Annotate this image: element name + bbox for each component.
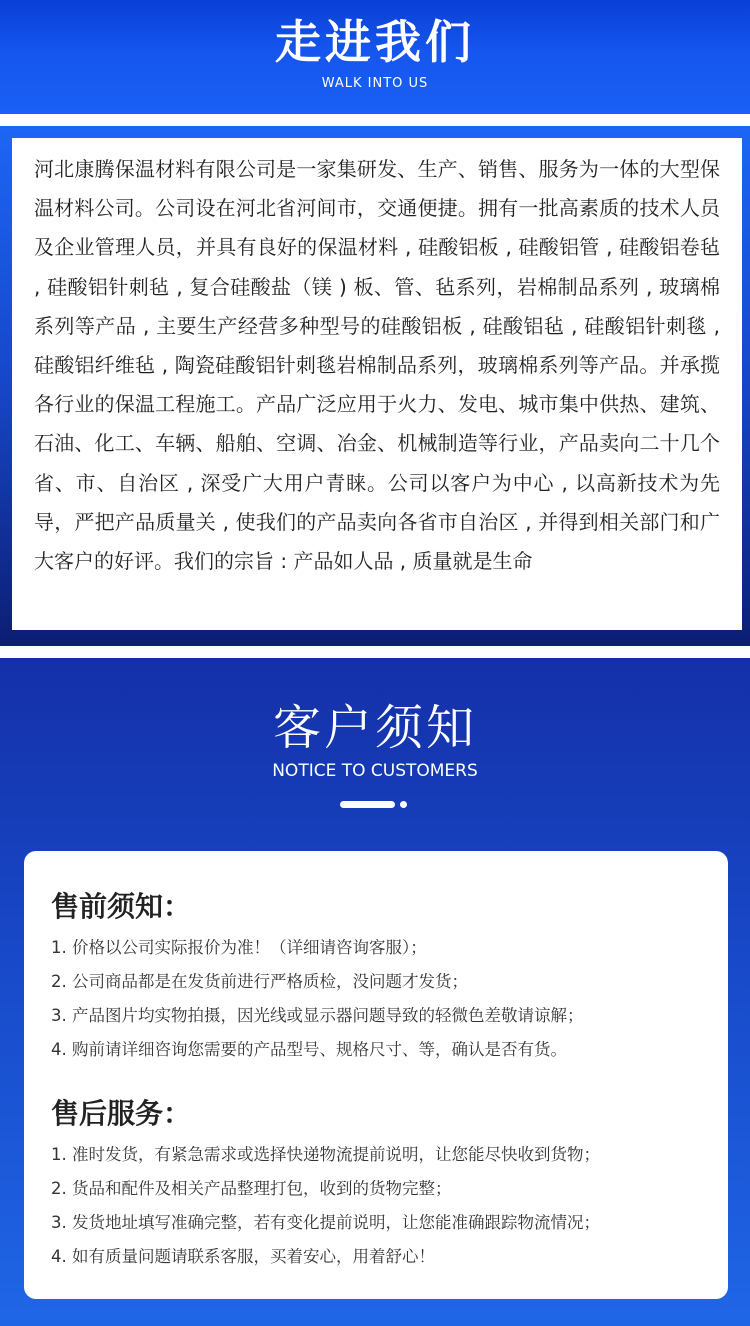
after-sale-list bbox=[51, 1138, 600, 1274]
list-item: 2. 公司商品都是在发货前进行严格质检，没问题才发货； bbox=[51, 972, 468, 991]
divider bbox=[0, 114, 750, 126]
after-sale-heading: 售后服务： bbox=[51, 1097, 192, 1130]
pre-sale-heading: 售前须知： bbox=[51, 890, 192, 923]
about-subtitle: WALK INTO US bbox=[321, 76, 429, 91]
list-item: 4. 购前请详细咨询您需要的产品型号、规格尺寸、等，确认是否有货。 bbox=[51, 1040, 567, 1059]
title-underline-bar bbox=[340, 801, 395, 808]
notice-title: 客户须知 bbox=[272, 700, 477, 756]
pre-sale-list bbox=[51, 931, 584, 1067]
notice-card bbox=[24, 851, 728, 1299]
title-underline-dot bbox=[400, 801, 407, 808]
about-section bbox=[0, 126, 750, 646]
about-text-box bbox=[12, 138, 742, 630]
about-header bbox=[0, 0, 750, 114]
list-item: 1. 准时发货，有紧急需求或选择快递物流提前说明，让您能尽快收到货物； bbox=[51, 1145, 600, 1164]
notice-section bbox=[0, 658, 750, 1326]
list-item: 3. 发货地址填写准确完整，若有变化提前说明，让您能准确跟踪物流情况； bbox=[51, 1213, 600, 1232]
notice-subtitle: NOTICE TO CUSTOMERS bbox=[272, 761, 478, 781]
about-title: 走进我们 bbox=[275, 15, 475, 69]
list-item: 2. 货品和配件及相关产品整理打包，收到的货物完整； bbox=[51, 1179, 452, 1198]
about-body-text: 河北康腾保温材料有限公司是一家集研发、生产、销售、服务为一体的大型保温材料公司。公司设在河北省河间市，交通便捷。拥有一批高素质的技术人员及企业管理人员，并具有良好的保温材料 , 硅酸铝板 , 硅酸铝管 , 硅酸铝卷毡 , 硅酸铝针刺毡 , 复合硅酸盐（镁 ) 板、管、毡系列，岩棉制品系列 , 玻璃棉系列等产品 , 主要生产经营多种型号的硅酸铝板 , 硅酸铝毡 , 硅酸铝针刺毯 , 硅酸铝纤维毡 , 陶瓷硅酸铝针刺毯岩棉制品系列，玻璃棉系列等产品。并承揽各行业的保温工程施工。产品广泛应用于火力、发电、城市集中供热、建筑、石油、化工、车辆、船舶、空调、冶金、机械制造等行业，产品卖向二十几个省、市、自治区 , 深受广大用户青睐。公司以客户为中心 , 以高新技术为先导，严把产品质量关 , 使我们的产品卖向各省市自治区 , 并得到相关部门和广大客户的好评。我们的宗旨 : 产品如人品 , 质量就是生命 bbox=[34, 157, 720, 574]
list-item: 3. 产品图片均实物拍摄，因光线或显示器问题导致的轻微色差敬请谅解； bbox=[51, 1006, 584, 1025]
divider bbox=[0, 646, 750, 658]
list-item: 1. 价格以公司实际报价为准！（详细请咨询客服）； bbox=[51, 938, 427, 957]
list-item: 4. 如有质量问题请联系客服，买着安心，用着舒心！ bbox=[51, 1247, 435, 1266]
